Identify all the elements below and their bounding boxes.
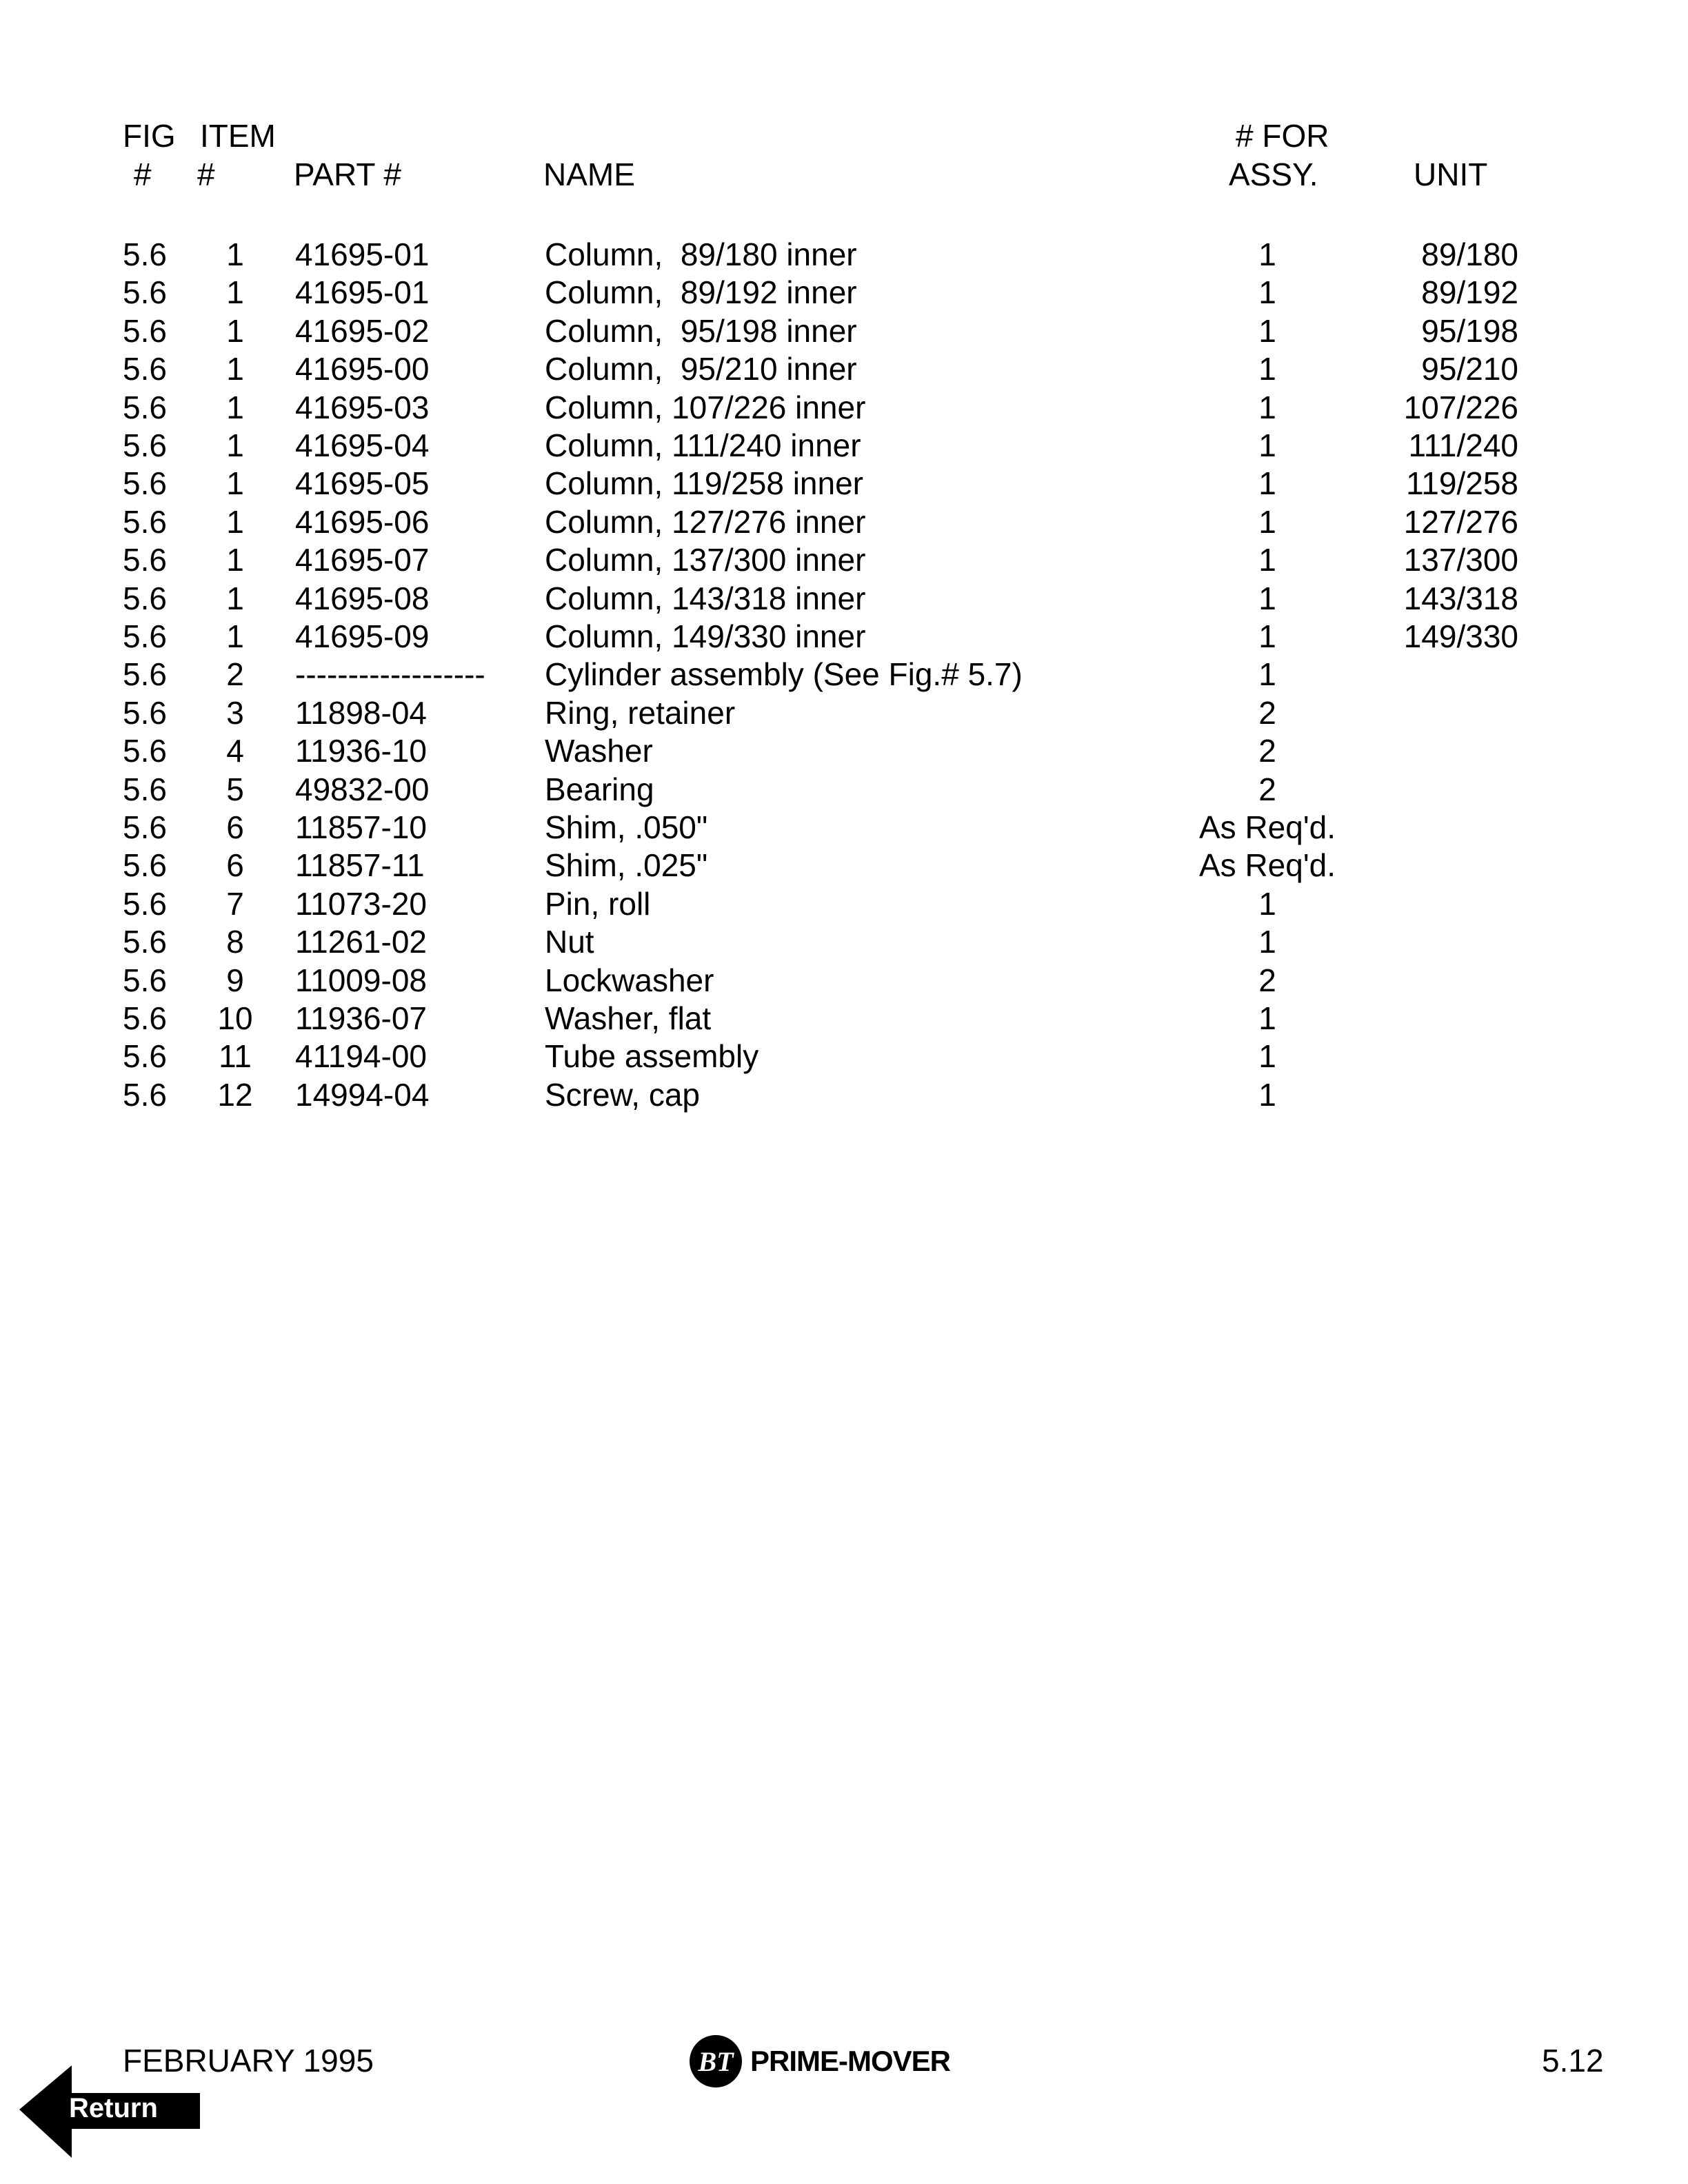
cell-name: Cylinder assembly (See Fig.# 5.7) bbox=[545, 656, 1023, 693]
cell-part: 11936-10 bbox=[295, 733, 427, 769]
cell-name: Column, 127/276 inner bbox=[545, 503, 866, 540]
cell-fig: 5.6 bbox=[123, 542, 167, 578]
cell-unit: 111/240 bbox=[1408, 427, 1518, 463]
cell-part: 41695-01 bbox=[295, 236, 430, 272]
cell-part: 49832-00 bbox=[295, 771, 430, 807]
cell-unit: 89/192 bbox=[1421, 274, 1518, 311]
cell-assy: 1 bbox=[1258, 656, 1276, 693]
cell-name: Shim, .025" bbox=[545, 847, 708, 884]
cell-name: Column, 95/198 inner bbox=[545, 312, 857, 349]
cell-unit: 89/180 bbox=[1421, 236, 1518, 272]
table-row bbox=[0, 849, 1688, 887]
cell-name: Nut bbox=[545, 924, 594, 960]
cell-name: Lockwasher bbox=[545, 962, 714, 998]
cell-assy: 1 bbox=[1258, 580, 1276, 616]
cell-item: 4 bbox=[226, 733, 244, 769]
bt-logo-icon: BT bbox=[690, 2035, 742, 2087]
cell-unit: 95/198 bbox=[1421, 312, 1518, 349]
cell-item: 1 bbox=[226, 312, 244, 349]
cell-item: 6 bbox=[226, 847, 244, 884]
cell-name: Shim, .050" bbox=[545, 809, 708, 845]
cell-assy: 1 bbox=[1258, 1038, 1276, 1075]
cell-assy: 1 bbox=[1258, 389, 1276, 425]
cell-item: 1 bbox=[226, 351, 244, 387]
cell-part: 41695-05 bbox=[295, 465, 430, 502]
cell-fig: 5.6 bbox=[123, 351, 167, 387]
cell-name: Tube assembly bbox=[545, 1038, 759, 1075]
header-fig-number: # bbox=[134, 156, 152, 192]
cell-item: 6 bbox=[226, 809, 244, 845]
cell-fig: 5.6 bbox=[123, 427, 167, 463]
table-row bbox=[0, 312, 1688, 353]
table-row bbox=[0, 503, 1688, 544]
cell-fig: 5.6 bbox=[123, 771, 167, 807]
cell-item: 2 bbox=[226, 656, 244, 693]
header-part: PART # bbox=[294, 156, 401, 192]
header-unit: UNIT bbox=[1414, 156, 1488, 192]
cell-fig: 5.6 bbox=[123, 312, 167, 349]
cell-item: 5 bbox=[226, 771, 244, 807]
cell-item: 10 bbox=[217, 1000, 253, 1036]
table-row bbox=[0, 236, 1688, 276]
header-item: ITEM bbox=[200, 118, 276, 154]
table-row bbox=[0, 885, 1688, 926]
cell-assy: As Req'd. bbox=[1199, 809, 1336, 845]
cell-part: 11898-04 bbox=[295, 694, 427, 731]
cell-item: 1 bbox=[226, 465, 244, 502]
table-row bbox=[0, 1040, 1688, 1078]
return-label: Return bbox=[69, 2093, 158, 2123]
cell-assy: 2 bbox=[1258, 962, 1276, 998]
cell-fig: 5.6 bbox=[123, 809, 167, 845]
cell-assy: 2 bbox=[1258, 771, 1276, 807]
cell-unit: 95/210 bbox=[1421, 351, 1518, 387]
cell-part: 41695-03 bbox=[295, 389, 430, 425]
cell-fig: 5.6 bbox=[123, 962, 167, 998]
cell-name: Column, 149/330 inner bbox=[545, 618, 866, 654]
cell-assy: 1 bbox=[1258, 236, 1276, 272]
cell-name: Washer bbox=[545, 733, 653, 769]
cell-fig: 5.6 bbox=[123, 274, 167, 311]
cell-unit: 107/226 bbox=[1403, 389, 1518, 425]
cell-fig: 5.6 bbox=[123, 924, 167, 960]
cell-part: 41695-06 bbox=[295, 503, 430, 540]
cell-part: 41695-01 bbox=[295, 274, 430, 311]
cell-assy: 1 bbox=[1258, 427, 1276, 463]
cell-unit: 119/258 bbox=[1406, 465, 1518, 502]
cell-name: Washer, flat bbox=[545, 1000, 712, 1036]
table-row bbox=[0, 353, 1688, 391]
cell-item: 11 bbox=[219, 1038, 252, 1075]
header-for: # FOR bbox=[1236, 118, 1329, 154]
cell-fig: 5.6 bbox=[123, 465, 167, 502]
table-row bbox=[0, 771, 1688, 811]
cell-assy: 1 bbox=[1258, 618, 1276, 654]
cell-part: 41695-04 bbox=[295, 427, 430, 463]
cell-fig: 5.6 bbox=[123, 618, 167, 654]
cell-name: Column, 95/210 inner bbox=[545, 351, 857, 387]
cell-fig: 5.6 bbox=[123, 389, 167, 425]
cell-item: 1 bbox=[226, 580, 244, 616]
return-button[interactable] bbox=[19, 2065, 200, 2158]
cell-name: Column, 111/240 inner bbox=[545, 427, 861, 463]
cell-item: 3 bbox=[226, 694, 244, 731]
cell-assy: As Req'd. bbox=[1199, 847, 1336, 884]
cell-name: Ring, retainer bbox=[545, 694, 736, 731]
cell-part: ------------------ bbox=[295, 656, 485, 693]
cell-name: Column, 89/180 inner bbox=[545, 236, 857, 272]
cell-unit: 149/330 bbox=[1403, 618, 1518, 654]
header-fig: FIG bbox=[123, 118, 176, 154]
cell-item: 1 bbox=[226, 427, 244, 463]
table-row bbox=[0, 811, 1688, 849]
cell-part: 11009-08 bbox=[295, 962, 427, 998]
cell-assy: 1 bbox=[1258, 351, 1276, 387]
table-row bbox=[0, 620, 1688, 658]
cell-name: Pin, roll bbox=[545, 885, 651, 922]
logo-text: PRIME-MOVER bbox=[750, 2045, 951, 2077]
cell-fig: 5.6 bbox=[123, 885, 167, 922]
table-row bbox=[0, 1076, 1688, 1117]
table-row bbox=[0, 429, 1688, 467]
header-item-number: # bbox=[197, 156, 215, 192]
table-row bbox=[0, 389, 1688, 429]
table-row bbox=[0, 964, 1688, 1002]
table-row bbox=[0, 467, 1688, 505]
cell-fig: 5.6 bbox=[123, 236, 167, 272]
cell-assy: 1 bbox=[1258, 503, 1276, 540]
table-row bbox=[0, 658, 1688, 696]
cell-fig: 5.6 bbox=[123, 503, 167, 540]
footer-date: FEBRUARY 1995 bbox=[123, 2043, 374, 2079]
cell-fig: 5.6 bbox=[123, 1000, 167, 1036]
cell-unit: 143/318 bbox=[1403, 580, 1518, 616]
cell-item: 1 bbox=[226, 274, 244, 311]
cell-part: 11936-07 bbox=[295, 1000, 427, 1036]
cell-fig: 5.6 bbox=[123, 694, 167, 731]
cell-item: 8 bbox=[226, 924, 244, 960]
cell-assy: 1 bbox=[1258, 274, 1276, 311]
cell-name: Column, 107/226 inner bbox=[545, 389, 866, 425]
table-row bbox=[0, 1002, 1688, 1040]
header-name: NAME bbox=[543, 156, 635, 192]
cell-name: Column, 119/258 inner bbox=[545, 465, 863, 502]
cell-item: 12 bbox=[217, 1076, 253, 1113]
table-row bbox=[0, 694, 1688, 735]
cell-item: 1 bbox=[226, 503, 244, 540]
cell-assy: 1 bbox=[1258, 312, 1276, 349]
cell-part: 41695-08 bbox=[295, 580, 430, 616]
header-assy: ASSY. bbox=[1229, 156, 1318, 192]
table-row bbox=[0, 276, 1688, 314]
cell-name: Column, 137/300 inner bbox=[545, 542, 866, 578]
cell-part: 41695-07 bbox=[295, 542, 430, 578]
cell-assy: 2 bbox=[1258, 694, 1276, 731]
cell-assy: 2 bbox=[1258, 733, 1276, 769]
table-row bbox=[0, 544, 1688, 582]
page-number: 5.12 bbox=[1542, 2043, 1604, 2079]
cell-name: Bearing bbox=[545, 771, 654, 807]
table-row bbox=[0, 926, 1688, 964]
cell-fig: 5.6 bbox=[123, 847, 167, 884]
cell-part: 11261-02 bbox=[295, 924, 427, 960]
cell-part: 41194-00 bbox=[295, 1038, 427, 1075]
cell-unit: 127/276 bbox=[1403, 503, 1518, 540]
cell-part: 41695-02 bbox=[295, 312, 430, 349]
cell-part: 41695-00 bbox=[295, 351, 430, 387]
cell-assy: 1 bbox=[1258, 1000, 1276, 1036]
prime-mover-logo bbox=[690, 2034, 950, 2089]
table-row bbox=[0, 580, 1688, 620]
cell-item: 1 bbox=[226, 618, 244, 654]
cell-item: 1 bbox=[226, 236, 244, 272]
cell-item: 1 bbox=[226, 389, 244, 425]
cell-fig: 5.6 bbox=[123, 733, 167, 769]
cell-part: 14994-04 bbox=[295, 1076, 430, 1113]
cell-item: 7 bbox=[226, 885, 244, 922]
cell-assy: 1 bbox=[1258, 924, 1276, 960]
table-row bbox=[0, 735, 1688, 773]
cell-part: 41695-09 bbox=[295, 618, 430, 654]
cell-part: 11857-10 bbox=[295, 809, 427, 845]
cell-assy: 1 bbox=[1258, 1076, 1276, 1113]
cell-name: Screw, cap bbox=[545, 1076, 700, 1113]
cell-assy: 1 bbox=[1258, 542, 1276, 578]
cell-name: Column, 143/318 inner bbox=[545, 580, 866, 616]
cell-assy: 1 bbox=[1258, 885, 1276, 922]
cell-unit: 137/300 bbox=[1403, 542, 1518, 578]
cell-fig: 5.6 bbox=[123, 1076, 167, 1113]
cell-item: 1 bbox=[226, 542, 244, 578]
cell-part: 11857-11 bbox=[295, 847, 425, 884]
cell-fig: 5.6 bbox=[123, 1038, 167, 1075]
cell-assy: 1 bbox=[1258, 465, 1276, 502]
cell-part: 11073-20 bbox=[295, 885, 427, 922]
cell-item: 9 bbox=[226, 962, 244, 998]
cell-name: Column, 89/192 inner bbox=[545, 274, 857, 311]
cell-fig: 5.6 bbox=[123, 580, 167, 616]
cell-fig: 5.6 bbox=[123, 656, 167, 693]
